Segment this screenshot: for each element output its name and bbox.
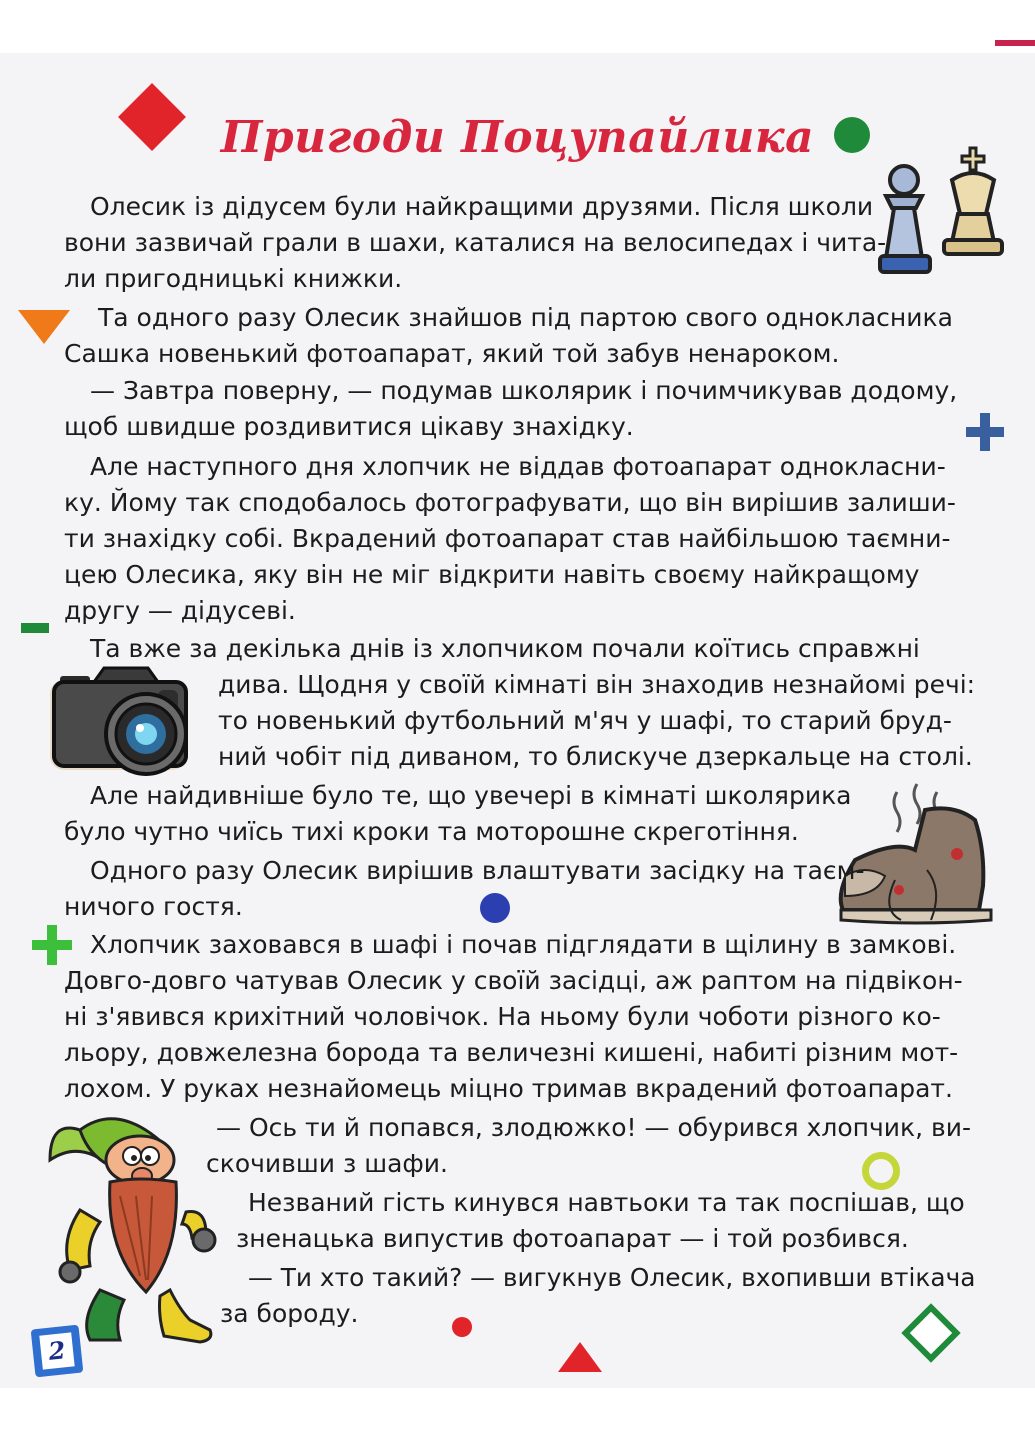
story-line: зненацька випустив фотоапарат — і той розбився. [236,1224,909,1253]
story-line: ти знахідку собі. Вкрадений фотоапарат став найбільшою таємни- [64,524,951,553]
story-line: то новенький футбольний м'яч у шафі, то старий бруд- [218,706,952,735]
green-dash-shape [21,623,49,633]
story-line: Але наступного дня хлопчик не віддав фотоапарат однокласни- [90,452,946,481]
story-line: — Ти хто такий? — вигукнув Олесик, вхопивши втікача [248,1263,976,1292]
story-line: Олесик із дідусем були найкращими друзями. Після школи [90,192,874,221]
story-line: лохом. У руках незнайомець міцно тримав вкрадений фотоапарат. [64,1074,953,1103]
story-line: ні з'явився крихітний чоловічок. На ньому були чоботи різного ко- [64,1002,941,1031]
story-line: ли пригодницькі книжки. [64,264,403,293]
story-line: льору, довжелезна борода та величезні кишені, набиті різним мот- [64,1038,959,1067]
story-line: дива. Щодня у своїй кімнаті він знаходив незнайомі речі: [218,670,976,699]
story-line: Довго-довго чатував Олесик у своїй засідці, аж раптом на підвікон- [64,966,963,995]
red-dot-shape [452,1317,472,1337]
story-line: — Ось ти й попався, злодюжко! — обурився хлопчик, ви- [216,1113,971,1142]
page-number-badge [31,1325,84,1378]
story-line: Але найдивніше було те, що увечері в кімнаті школярика [90,781,852,810]
bottom-margin [0,1388,1035,1440]
red-triangle-shape [558,1342,602,1372]
page-number: 2 [39,1332,74,1369]
story-line: другу — дідусеві. [64,596,296,625]
blue-plus-shape [966,413,1004,451]
story-line: щоб швидше роздивитися цікаву знахідку. [64,412,634,441]
story-line: Та одного разу Олесик знайшов під партою свого однокласника [98,303,953,332]
story-line: ничого гостя. [64,892,243,921]
gnome-character [40,1100,230,1350]
story-line: вони зазвичай грали в шахи, каталися на велосипедах і чита- [64,228,887,257]
story-title: Пригоди Поцупайлика [220,112,815,163]
story-line: за бороду. [220,1299,359,1328]
camera-icon [50,660,210,780]
story-line: Та вже за декілька днів із хлопчиком почали коїтись справжні [90,634,920,663]
story-line: цею Олесика, яку він не міг відкрити навіть своєму найкращому [64,560,920,589]
story-line: Сашка новенький фотоапарат, який той забув ненароком. [64,339,840,368]
story-line: скочивши з шафи. [206,1149,448,1178]
story-line: Одного разу Олесик вирішив влаштувати засідку на таєм- [90,856,865,885]
story-line: — Завтра поверну, — подумав школярик і почимчикував додому, [90,376,958,405]
top-margin [0,0,1035,52]
blue-circle-shape [480,893,510,923]
story-line: було чутно чиїсь тихі кроки та моторошне скреготіння. [64,817,799,846]
chess-pieces-icon [878,140,1008,280]
green-plus-shape [32,925,72,965]
story-line: ку. Йому так сподобалось фотографувати, що він вирішив залиши- [64,488,956,517]
story-line: Хлопчик заховався в шафі і почав підглядати в щілину в замкові. [90,930,957,959]
story-line: Незваний гість кинувся навтьоки та так поспішав, що [248,1188,965,1217]
story-line: ний чобіт під диваном, то блискуче дзеркальце на столі. [218,742,973,771]
orange-triangle-shape [18,310,70,344]
